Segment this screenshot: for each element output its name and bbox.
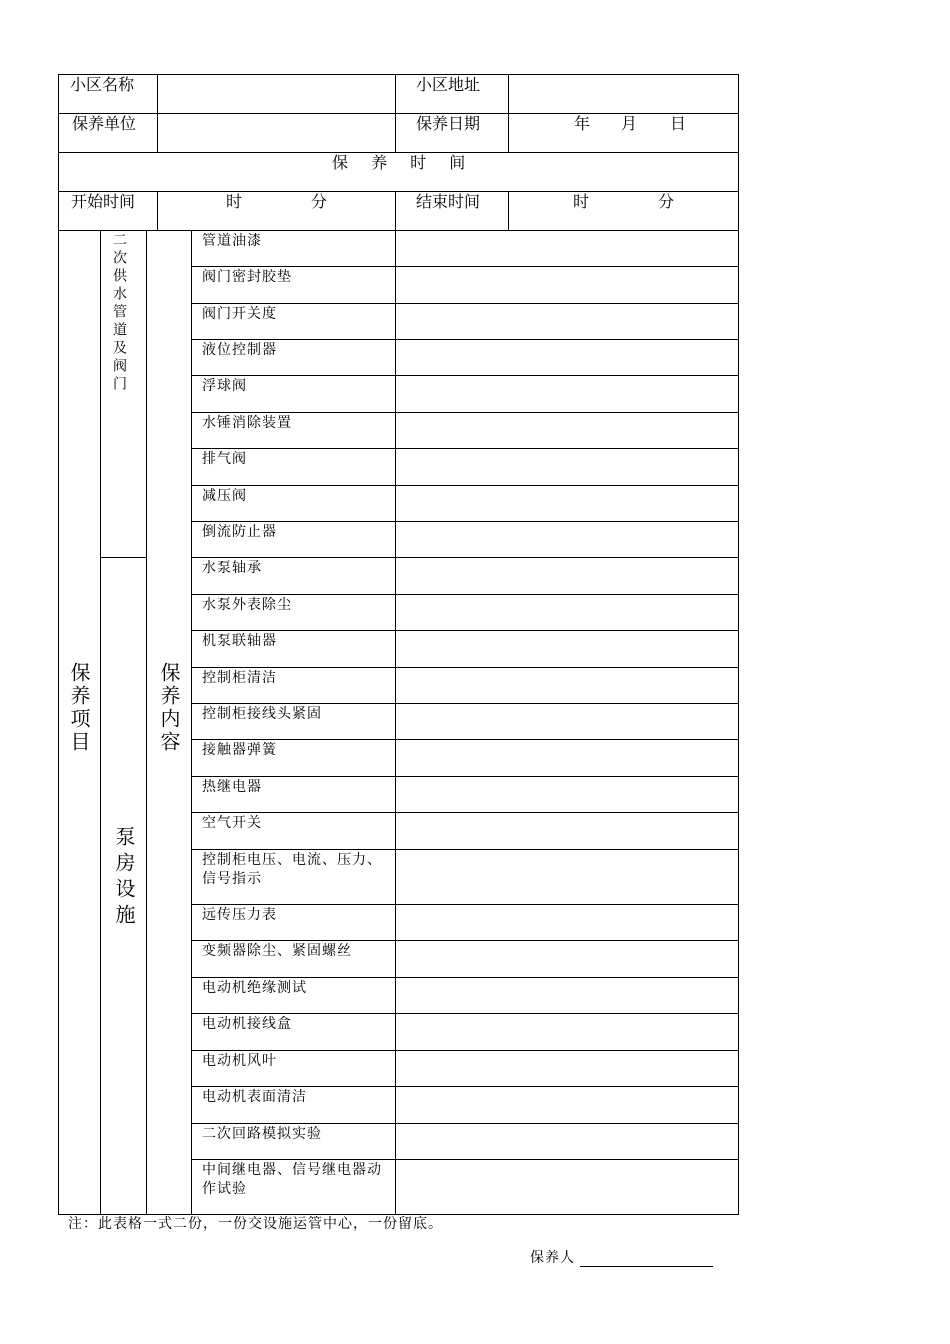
item-label: 机泵联轴器	[202, 633, 277, 649]
end-time-label: 结束时间	[416, 192, 481, 211]
footer-note: 注：此表格一式二份，一份交设施运管中心，一份留底。	[68, 1216, 443, 1232]
header-divider	[508, 74, 509, 153]
item-result-cell[interactable]	[396, 522, 738, 557]
item-result-cell[interactable]	[396, 1014, 738, 1050]
item-label: 液位控制器	[202, 342, 277, 358]
header-divider	[508, 191, 509, 231]
header-divider	[395, 74, 396, 153]
item-result-cell[interactable]	[396, 231, 738, 266]
header-divider	[157, 74, 158, 153]
group-separator	[100, 557, 147, 558]
item-label: 电动机表面清洁	[202, 1089, 307, 1105]
item-result-cell[interactable]	[396, 304, 738, 339]
item-result-cell[interactable]	[396, 449, 738, 485]
item-label: 二次回路模拟实验	[202, 1126, 322, 1142]
date-label: 保养日期	[416, 114, 481, 133]
date-month: 月	[621, 114, 638, 133]
item-label: 排气阀	[202, 451, 247, 467]
item-result-cell[interactable]	[396, 595, 738, 630]
content-label: 保养内容	[157, 662, 181, 754]
header-line	[58, 191, 739, 192]
body-divider	[191, 230, 192, 1215]
table-border-left	[58, 74, 59, 1215]
item-label: 减压阀	[202, 488, 247, 504]
end-minute: 分	[658, 192, 675, 211]
date-day: 日	[670, 114, 687, 133]
item-label: 管道油漆	[202, 233, 262, 249]
item-label: 浮球阀	[202, 378, 247, 394]
start-time-label: 开始时间	[71, 192, 136, 211]
item-label: 水泵外表除尘	[202, 597, 292, 613]
item-label: 水泵轴承	[202, 560, 262, 576]
item-result-cell[interactable]	[396, 813, 738, 849]
item-label: 中间继电器、信号继电器动作试验	[202, 1162, 382, 1197]
item-label: 电动机接线盒	[202, 1016, 292, 1032]
item-result-cell[interactable]	[396, 1087, 738, 1123]
table-border-bottom	[58, 1214, 739, 1215]
time-section-title: 保 养 时 间	[332, 153, 466, 172]
body-divider	[100, 230, 101, 1215]
item-label: 控制柜电压、电流、压力、信号指示	[202, 852, 382, 887]
start-minute: 分	[311, 192, 328, 211]
item-result-cell[interactable]	[396, 376, 738, 412]
item-label: 倒流防止器	[202, 524, 277, 540]
date-year: 年	[574, 114, 591, 133]
item-result-cell[interactable]	[396, 1160, 738, 1214]
item-result-cell[interactable]	[396, 267, 738, 303]
signer-line[interactable]	[580, 1266, 713, 1267]
item-result-cell[interactable]	[396, 978, 738, 1013]
item-label: 控制柜接线头紧固	[202, 706, 322, 722]
item-result-cell[interactable]	[396, 1124, 738, 1159]
header-divider	[157, 191, 158, 231]
item-label: 变频器除尘、紧固螺丝	[202, 943, 352, 959]
item-label: 电动机绝缘测试	[202, 980, 307, 996]
table-border-right	[738, 74, 739, 1215]
item-result-cell[interactable]	[396, 704, 738, 739]
item-result-cell[interactable]	[396, 668, 738, 703]
item-result-cell[interactable]	[396, 1051, 738, 1086]
item-result-cell[interactable]	[396, 740, 738, 776]
item-label: 远传压力表	[202, 907, 277, 923]
community-name-label: 小区名称	[70, 75, 135, 94]
item-result-cell[interactable]	[396, 941, 738, 977]
table-border-top	[58, 74, 739, 75]
end-hour: 时	[573, 192, 590, 211]
item-label: 阀门开关度	[202, 306, 277, 322]
project-label: 保养项目	[67, 662, 91, 754]
group2-label: 泵房设施	[112, 826, 136, 930]
item-label: 水锤消除装置	[202, 415, 292, 431]
start-hour: 时	[226, 192, 243, 211]
unit-label: 保养单位	[72, 114, 137, 133]
body-divider	[146, 230, 147, 1215]
item-result-cell[interactable]	[396, 340, 738, 375]
item-label: 接触器弹簧	[202, 742, 277, 758]
item-result-cell[interactable]	[396, 777, 738, 812]
community-address-label: 小区地址	[416, 75, 481, 94]
group1-label: 二次供水管道及阀门	[111, 232, 127, 394]
item-result-cell[interactable]	[396, 631, 738, 667]
item-result-cell[interactable]	[396, 850, 738, 904]
item-label: 空气开关	[202, 815, 262, 831]
signer-label: 保养人	[530, 1250, 575, 1266]
item-label: 电动机风叶	[202, 1053, 277, 1069]
item-result-cell[interactable]	[396, 905, 738, 940]
item-result-cell[interactable]	[396, 486, 738, 521]
header-divider	[395, 191, 396, 231]
item-label: 阀门密封胶垫	[202, 269, 292, 285]
item-label: 热继电器	[202, 779, 262, 795]
item-result-cell[interactable]	[396, 413, 738, 448]
item-result-cell[interactable]	[396, 558, 738, 594]
item-label: 控制柜清洁	[202, 670, 277, 686]
